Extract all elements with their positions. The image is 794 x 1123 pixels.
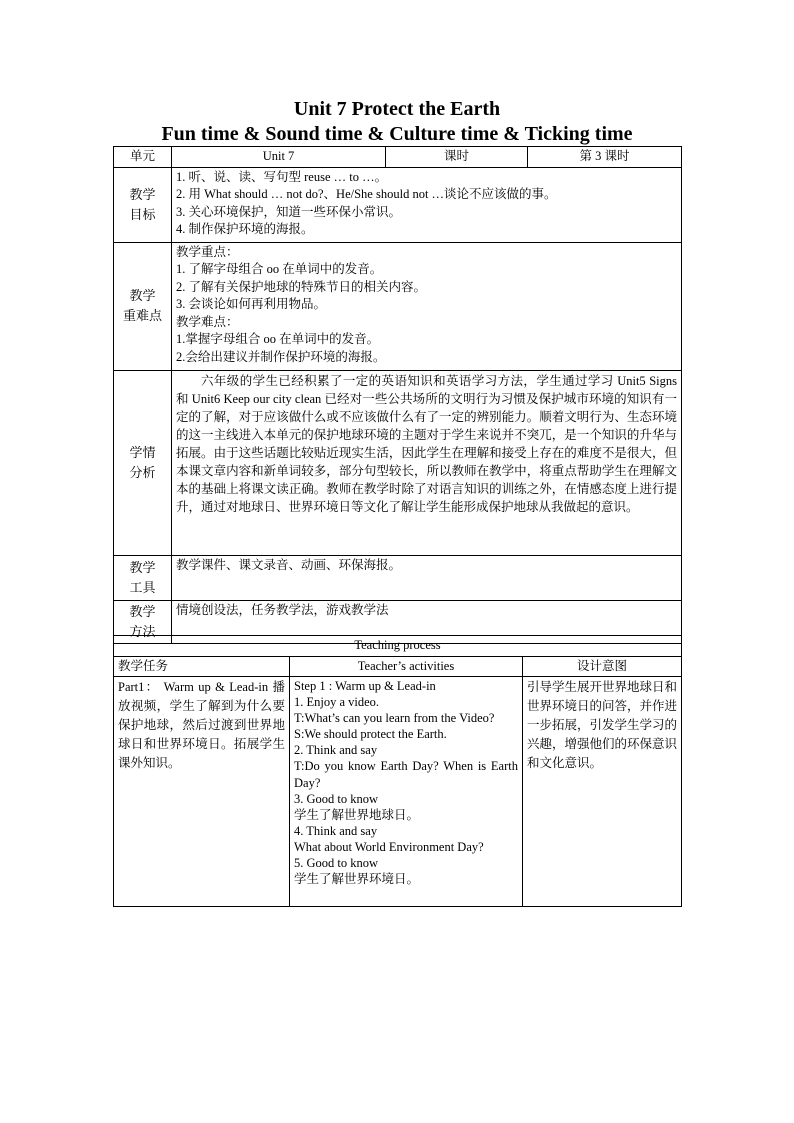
activity-line: 4. Think and say	[294, 823, 378, 838]
activities-cell	[290, 677, 523, 907]
key-points-content	[172, 242, 682, 370]
objectives-label: 教学 目标	[114, 167, 172, 242]
unit-row	[114, 147, 682, 168]
period-label: 课时	[386, 147, 528, 168]
activity-line: 5. Good to know	[294, 856, 379, 871]
key-point-line: 教学难点：	[176, 314, 239, 329]
period-value: 第 3 课时	[528, 147, 682, 168]
tools-row	[114, 555, 682, 600]
key-points-label: 教学 重难点	[114, 242, 172, 370]
objective-item: 4. 制作保护环境的海报。	[176, 222, 314, 236]
page-title: Unit 7 Protect the Earth	[293, 98, 501, 120]
col-task-header: 教学任务	[114, 656, 290, 677]
key-point-line: 1. 了解字母组合 oo 在单词中的发音。	[176, 262, 383, 276]
objective-item: 2. 用 What should … not do?、He/She should not …谈论不应该做的事。	[176, 187, 557, 201]
activity-line: 学生了解世界环境日。	[294, 872, 420, 887]
process-heading: Teaching process	[114, 636, 682, 657]
analysis-content: 六年级的学生已经积累了一定的英语知识和英语学习方法，学生通过学习 Unit5 Signs 和 Unit6 Keep our city clean 已经对一些公共场所的文明行为习惯及保护城市环境的知识有一定的了解，对于应该做什么或不应该做什么有了一定的辨别能力。顺着文明行为、生态环境的这一主线进入本单元的保护地球环境的主题对于学生来说并不突兀，是一个知识的升华与拓展。由于这些话题比较贴近现实生活，因此学生在理解和接受上存在的难度不是很大，但本课文章内容和新单词较多，部分句型较长，所以教师在教学中，将重点帮助学生在理解文本的基础上将课文读正确。教师在教学时除了对语言知识的训练之外，在情感态度上进行提升，通过对地球日、世界环境日等文化了解让学生能形成保护地球从我做起的意识。	[172, 370, 682, 555]
objective-item: 3. 关心环境保护，知道一些环保小常识。	[176, 204, 402, 219]
analysis-label: 学情 分析	[114, 370, 172, 555]
process-heading-row	[114, 636, 682, 657]
methods-content: 情境创设法，任务教学法，游戏教学法	[172, 600, 682, 643]
col-design-header: 设计意图	[523, 656, 682, 677]
analysis-row	[114, 370, 682, 555]
key-point-line: 2.会给出建议并制作保护环境的海报。	[176, 349, 386, 364]
design-cell: 引导学生展开世界地球日和世界环境日的问答，并作进一步拓展，引发学生学习的兴趣，增强他们的环保意识和文化意识。	[523, 677, 682, 907]
activity-line: 1. Enjoy a video.	[294, 695, 380, 710]
methods-label: 教学 方法	[114, 600, 172, 643]
key-point-line: 1.掌握字母组合 oo 在单词中的发音。	[176, 332, 380, 346]
activity-line: T:What’s can you learn from the Video?	[294, 711, 495, 726]
process-columns-row	[114, 656, 682, 677]
key-point-line: 3. 会谈论如何再利用物品。	[176, 297, 327, 311]
col-activities-header: Teacher’s activities	[290, 656, 523, 677]
objectives-content	[172, 167, 682, 242]
process-step-row	[114, 677, 682, 907]
objective-item: 1. 听、说、读、写句型 reuse … to …。	[176, 169, 388, 184]
teaching-process-table	[113, 635, 682, 907]
activity-line: 3. Good to know	[294, 791, 379, 806]
tools-content: 教学课件、课文录音、动画、环保海报。	[172, 555, 682, 600]
page-subtitle: Fun time & Sound time & Culture time & Ticking time	[161, 123, 633, 145]
unit-value: Unit 7	[172, 147, 386, 168]
objectives-row	[114, 167, 682, 242]
lesson-info-table	[113, 146, 682, 644]
activity-line: Step 1 : Warm up & Lead-in	[294, 679, 436, 693]
activity-line: What about World Environment Day?	[294, 839, 484, 854]
tools-label: 教学 工具	[114, 555, 172, 600]
key-point-line: 教学重点：	[176, 244, 239, 259]
activity-line: 2. Think and say	[294, 743, 378, 758]
key-point-line: 2. 了解有关保护地球的特殊节日的相关内容。	[176, 279, 427, 294]
activity-line: S:We should protect the Earth.	[294, 727, 447, 742]
activity-line: 学生了解世界地球日。	[294, 807, 420, 822]
task-cell: Part1： Warm up & Lead-in 播放视频，学生了解到为什么要保护地球，然后过渡到世界地球日和世界环境日。拓展学生课外知识。	[114, 677, 290, 907]
key-points-row	[114, 242, 682, 370]
activity-line: T:Do you know Earth Day? When is Earth Day?	[294, 759, 518, 790]
unit-label: 单元	[114, 147, 172, 168]
